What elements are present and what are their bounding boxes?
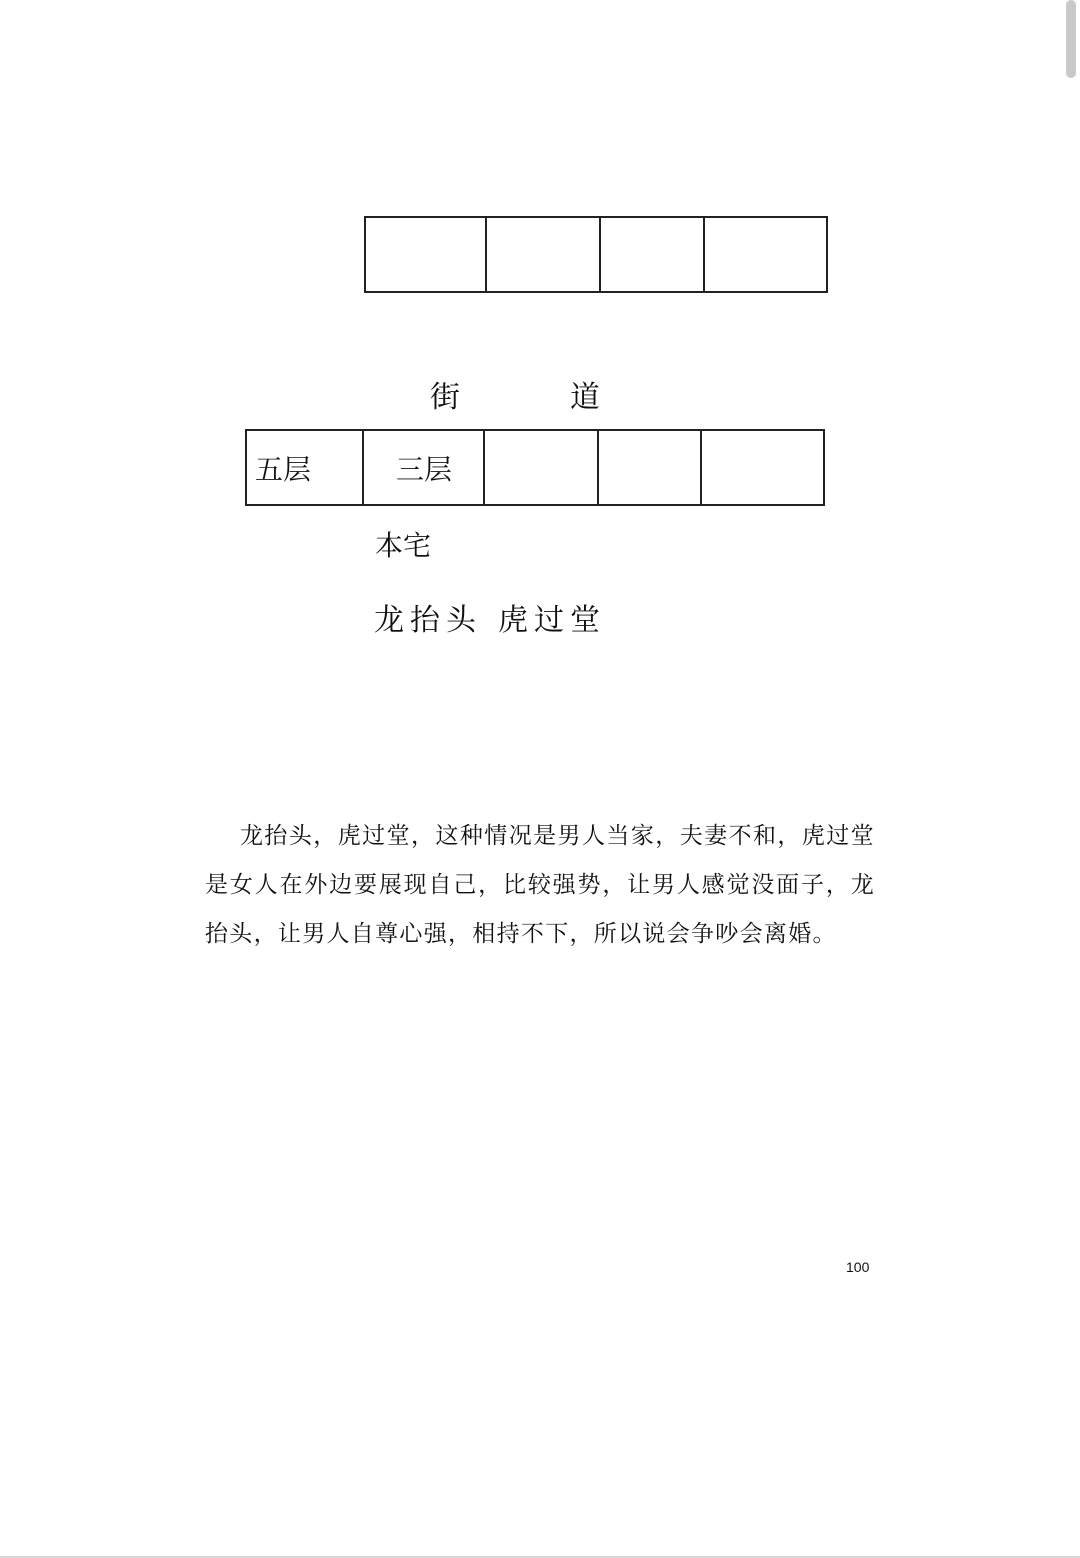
home-side-buildings-row (245, 429, 825, 506)
street-char-1: 街 (430, 380, 460, 415)
page-number: 100 (846, 1259, 870, 1275)
diagram-caption (374, 595, 606, 639)
building-three-floors: 三层 (364, 431, 485, 504)
body-paragraph: 龙抬头，虎过堂，这种情况是男人当家，夫妻不和，虎过堂是女人在外边要展现自己，比较强势，让男人感觉没面子，龙抬头，让男人自尊心强，相持不下，所以说会争吵会离婚。 (205, 823, 875, 947)
building-4 (599, 431, 702, 504)
scrollbar[interactable] (1066, 0, 1076, 80)
scrollbar-thumb[interactable] (1066, 0, 1076, 78)
opposite-building-4 (705, 218, 826, 291)
opposite-buildings-row (364, 216, 828, 293)
street-label (430, 372, 600, 416)
caption-tiger: 虎过堂 (498, 603, 606, 638)
opposite-building-3 (601, 218, 705, 291)
street-char-2: 道 (570, 380, 600, 415)
opposite-building-1 (366, 218, 487, 291)
building-5 (702, 431, 823, 504)
home-label: 本宅 (375, 529, 432, 562)
caption-dragon: 龙抬头 (374, 603, 482, 638)
opposite-building-2 (487, 218, 601, 291)
building-five-floors: 五层 (247, 431, 364, 504)
building-3 (485, 431, 599, 504)
